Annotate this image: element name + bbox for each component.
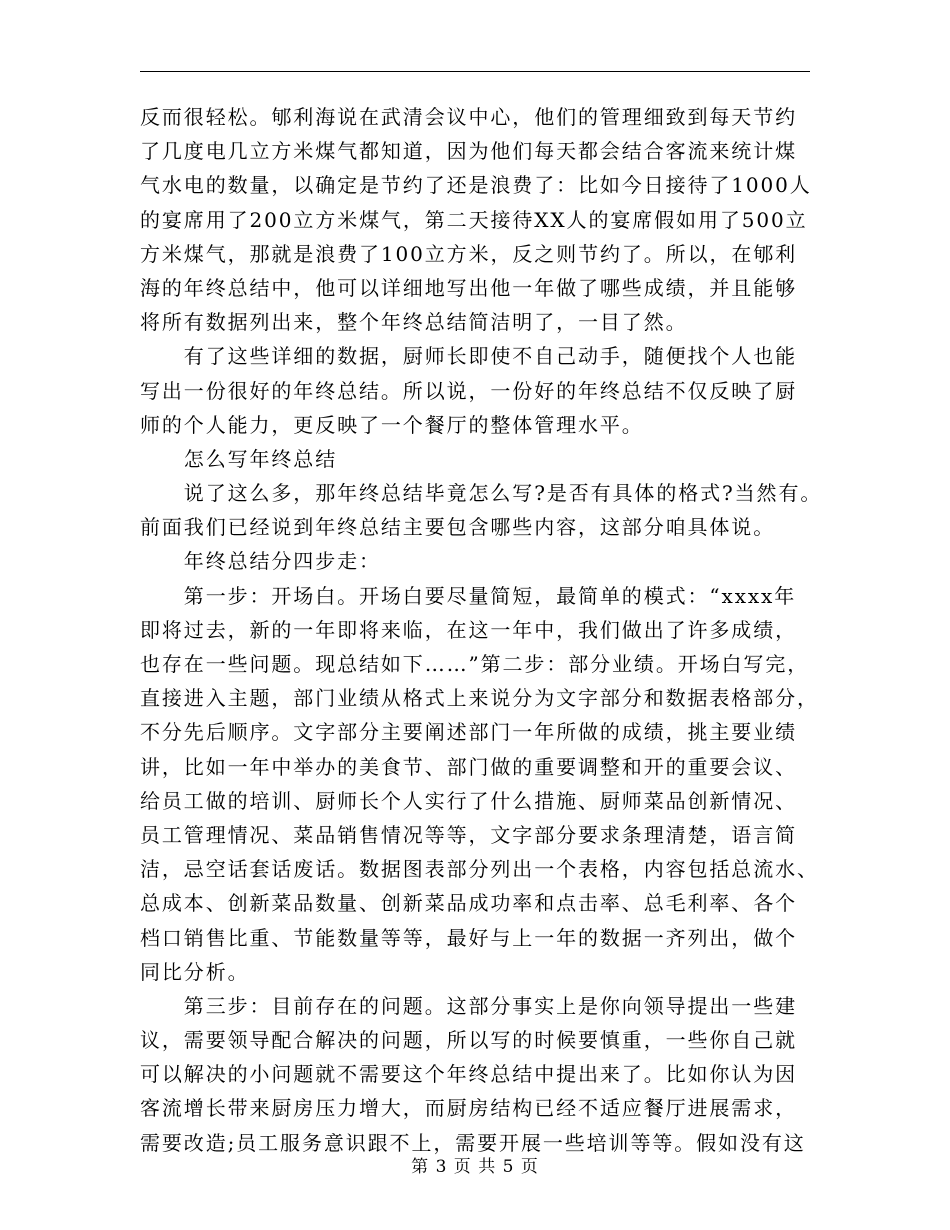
- text-line: 不分先后顺序。文字部分主要阐述部门一年所做的成绩，挑主要业绩: [140, 720, 797, 745]
- text-line: 前面我们已经说到年终总结主要包含哪些内容，这部分咱具体说。: [140, 515, 776, 540]
- text-line: 第三步：目前存在的问题。这部分事实上是你向领导提出一些建: [140, 993, 797, 1018]
- section-heading: 怎么写年终总结: [140, 446, 338, 471]
- text-line: 年终总结分四步走：: [140, 549, 381, 574]
- text-line: 给员工做的培训、厨师长个人实行了什么措施、厨师菜品创新情况、: [140, 788, 797, 813]
- text-line: 第一步：开场白。开场白要尽量简短，最简单的模式：“xxxx年: [140, 583, 797, 608]
- document-body: [140, 100, 823, 1160]
- text-line: 档口销售比重、节能数量等等，最好与上一年的数据一齐列出，做个: [140, 925, 797, 950]
- text-line: 需要改造;员工服务意识跟不上，需要开展一些培训等等。假如没有这: [140, 1130, 806, 1155]
- text-line: 直接进入主题，部门业绩从格式上来说分为文字部分和数据表格部分，: [140, 686, 819, 711]
- text-line: 洁，忌空话套话废话。数据图表部分列出一个表格，内容包括总流水、: [140, 857, 819, 882]
- text-line: 议，需要领导配合解决的问题，所以写的时候要慎重，一些你自己就: [140, 1028, 797, 1053]
- text-line: 方米煤气，那就是浪费了100立方米，反之则节约了。所以，在郇利: [140, 241, 798, 266]
- text-line: 反而很轻松。郇利海说在武清会议中心，他们的管理细致到每天节约: [140, 105, 797, 129]
- text-line: 说了这么多，那年终总结毕竟怎么写?是否有具体的格式?当然有。: [140, 481, 823, 506]
- text-line: 气水电的数量，以确定是节约了还是浪费了：比如今日接待了1000人: [140, 173, 812, 198]
- text-line: 将所有数据列出来，整个年终总结简洁明了，一目了然。: [140, 310, 688, 335]
- text-line: 了几度电几立方米煤气都知道，因为他们每天都会结合客流来统计煤: [140, 139, 797, 164]
- text-line: 海的年终总结中，他可以详细地写出他一年做了哪些成绩，并且能够: [140, 275, 797, 300]
- header-rule: [140, 71, 810, 72]
- text-line: 可以解决的小问题就不需要这个年终总结中提出来了。比如你认为因: [140, 1062, 797, 1087]
- text-line: 客流增长带来厨房压力增大，而厨房结构已经不适应餐厅进展需求，: [140, 1096, 797, 1121]
- text-line: 即将过去，新的一年即将来临，在这一年中，我们做出了许多成绩，: [140, 617, 797, 642]
- page-number-footer: 第 3 页 共 5 页: [411, 1157, 539, 1177]
- text-line: 讲，比如一年中举办的美食节、部门做的重要调整和开的重要会议、: [140, 754, 797, 779]
- text-line: 写出一份很好的年终总结。所以说，一份好的年终总结不仅反映了厨: [140, 378, 797, 403]
- text-line: 有了这些详细的数据，厨师长即使不自己动手，随便找个人也能: [140, 344, 797, 369]
- text-line: 总成本、创新菜品数量、创新菜品成功率和点击率、总毛利率、各个: [140, 891, 797, 916]
- text-line: 师的个人能力，更反映了一个餐厅的整体管理水平。: [140, 412, 644, 437]
- text-line: 也存在一些问题。现总结如下……”第二步：部分业绩。开场白写完，: [140, 652, 810, 676]
- text-line: 同比分析。: [140, 959, 250, 984]
- text-line: 的宴席用了200立方米煤气，第二天接待XX人的宴席假如用了500立: [140, 207, 808, 232]
- text-line: 员工管理情况、菜品销售情况等等，文字部分要求条理清楚，语言简: [140, 822, 797, 847]
